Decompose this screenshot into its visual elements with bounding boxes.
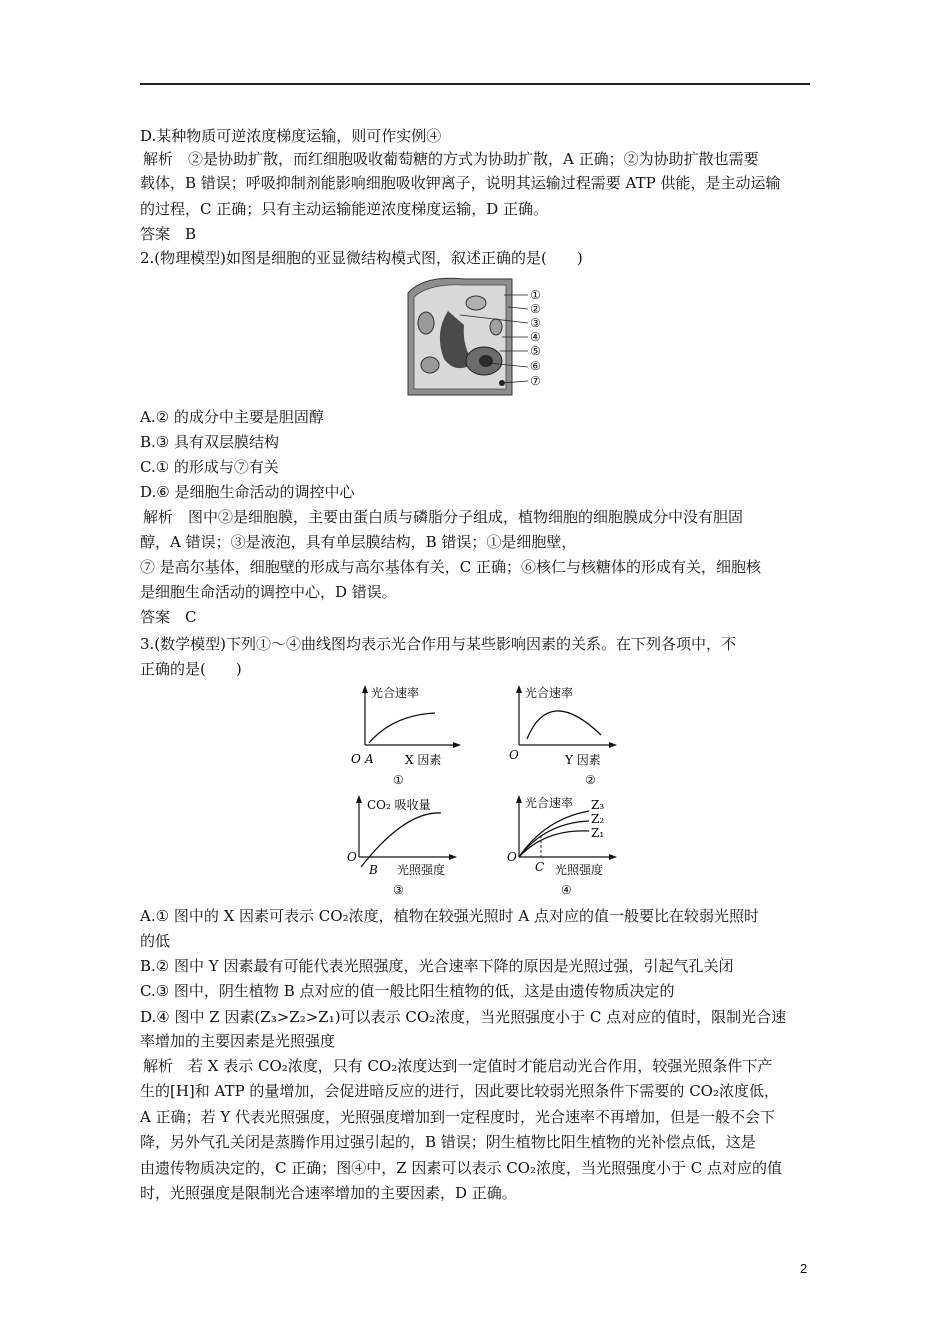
answer-line: 答案 C [140,608,197,626]
graph-3 [345,793,465,903]
option-line: D.④ 图中 Z 因素(Z₃>Z₂>Z₁)可以表示 CO₂浓度，当光照强度小于 C 点对应的值时，限制光合速 [140,1008,787,1026]
graph-xlabel: X 因素 [405,753,442,767]
text-line: 降，另外气孔关闭是蒸腾作用过强引起的，B 错误；阴生植物比阳生植物的光补偿点低，这是 [140,1133,756,1151]
text-line: D.某种物质可逆浓度梯度运输，则可作实例④ [140,127,442,145]
page-number: 2 [800,1261,808,1276]
cell-label: ⑤ [530,344,541,358]
text-line: 醇，A 错误；③是液泡，具有单层膜结构，B 错误；①是细胞壁， [140,533,577,551]
text-line: 解析 若 X 表示 CO₂浓度，只有 CO₂浓度达到一定值时才能启动光合作用，较强光照条件下产 [143,1057,773,1075]
cell-label: ① [530,288,541,302]
graph-origin: O [351,752,361,766]
text-line: 载体，B 错误；呼吸抑制剂能影响细胞吸收钾离子，说明其运输过程需要 ATP 供能，是主动运输 [140,174,781,192]
cell-label: ④ [530,330,541,344]
curve-label: Z₂ [591,812,605,826]
graph-2 [505,683,625,793]
curve-label: Z₃ [591,798,605,812]
text-line: 率增加的主要因素是光照强度 [140,1032,336,1050]
curve-label: Z₁ [591,826,605,840]
text-line: 解析 ②是协助扩散，而红细胞吸收葡萄糖的方式为协助扩散，A 正确；②为协助扩散也需要 [143,150,759,168]
option-line: A.② 的成分中主要是胆固醇 [140,408,324,426]
graph-1 [345,683,465,793]
graph-point: C [535,860,545,874]
option-line: A.① 图中的 X 因素可表示 CO₂浓度，植物在较强光照时 A 点对应的值一般要比在较弱光照时 [140,907,759,925]
cell-structure-figure [404,273,550,401]
text-line: 时，光照强度是限制光合速率增加的主要因素，D 正确。 [140,1184,517,1202]
cell-label: ⑥ [530,359,541,373]
graph-origin: O [507,850,517,864]
graph-origin: O [509,748,519,762]
graph-caption: ① [393,773,404,787]
option-line: B.③ 具有双层膜结构 [140,433,280,451]
question-line: 3.(数学模型)下列①～④曲线图均表示光合作用与某些影响因素的关系。在下列各项中，不 [140,635,737,653]
text-line: 生的[H]和 ATP 的量增加，会促进暗反应的进行，因此要比较弱光照条件下需要的 CO₂浓度低， [140,1082,779,1100]
graph-ylabel: 光合速率 [525,686,574,700]
text-line: 由遗传物质决定的，C 正确；图④中，Z 因素可以表示 CO₂浓度，当光照强度小于 C 点对应的值 [140,1159,783,1177]
graph-ylabel: CO₂ 吸收量 [367,798,431,812]
option-line: D.⑥ 是细胞生命活动的调控中心 [140,483,355,501]
cell-label: ③ [530,316,541,330]
graph-xlabel: Y 因素 [565,753,601,767]
option-line: C.③ 图中，阴生植物 B 点对应的值一般比阳生植物的低，这是由遗传物质决定的 [140,982,675,1000]
graph-4 [505,793,630,903]
graph-caption: ② [585,773,596,787]
header-rule [140,83,810,85]
graph-point: A [365,752,374,766]
question-line: 2.(物理模型)如图是细胞的亚显微结构模式图，叙述正确的是( ) [140,249,583,267]
text-line: A 正确；若 Y 代表光照强度，光照强度增加到一定程度时，光合速率不再增加，但是一般不会下 [140,1108,776,1126]
option-line: B.② 图中 Y 因素最有可能代表光照强度，光合速率下降的原因是光照过强，引起气孔关闭 [140,957,734,975]
text-line: 的低 [140,932,171,950]
text-line: 正确的是( ) [140,660,242,678]
text-line: 解析 图中②是细胞膜，主要由蛋白质与磷脂分子组成，植物细胞的细胞膜成分中没有胆固 [143,508,744,526]
text-line: ⑦ 是高尔基体，细胞壁的形成与高尔基体有关，C 正确；⑥核仁与核糖体的形成有关，细胞核 [140,558,762,576]
text-line: 是细胞生命活动的调控中心，D 错误。 [140,583,397,601]
graph-origin: O [347,850,357,864]
option-line: C.① 的形成与⑦有关 [140,458,279,476]
graph-ylabel: 光合速率 [371,686,420,700]
graph-xlabel: 光照强度 [397,863,446,877]
graph-ylabel: 光合速率 [525,796,574,810]
answer-line: 答案 B [140,225,197,243]
cell-label: ② [530,302,541,316]
cell-label: ⑦ [530,374,541,388]
text-line: 的过程，C 正确；只有主动运输能逆浓度梯度运输，D 正确。 [140,200,549,218]
graph-point: B [369,863,378,877]
graph-caption: ④ [561,883,572,897]
graph-xlabel: 光照强度 [555,863,604,877]
graph-caption: ③ [393,883,404,897]
